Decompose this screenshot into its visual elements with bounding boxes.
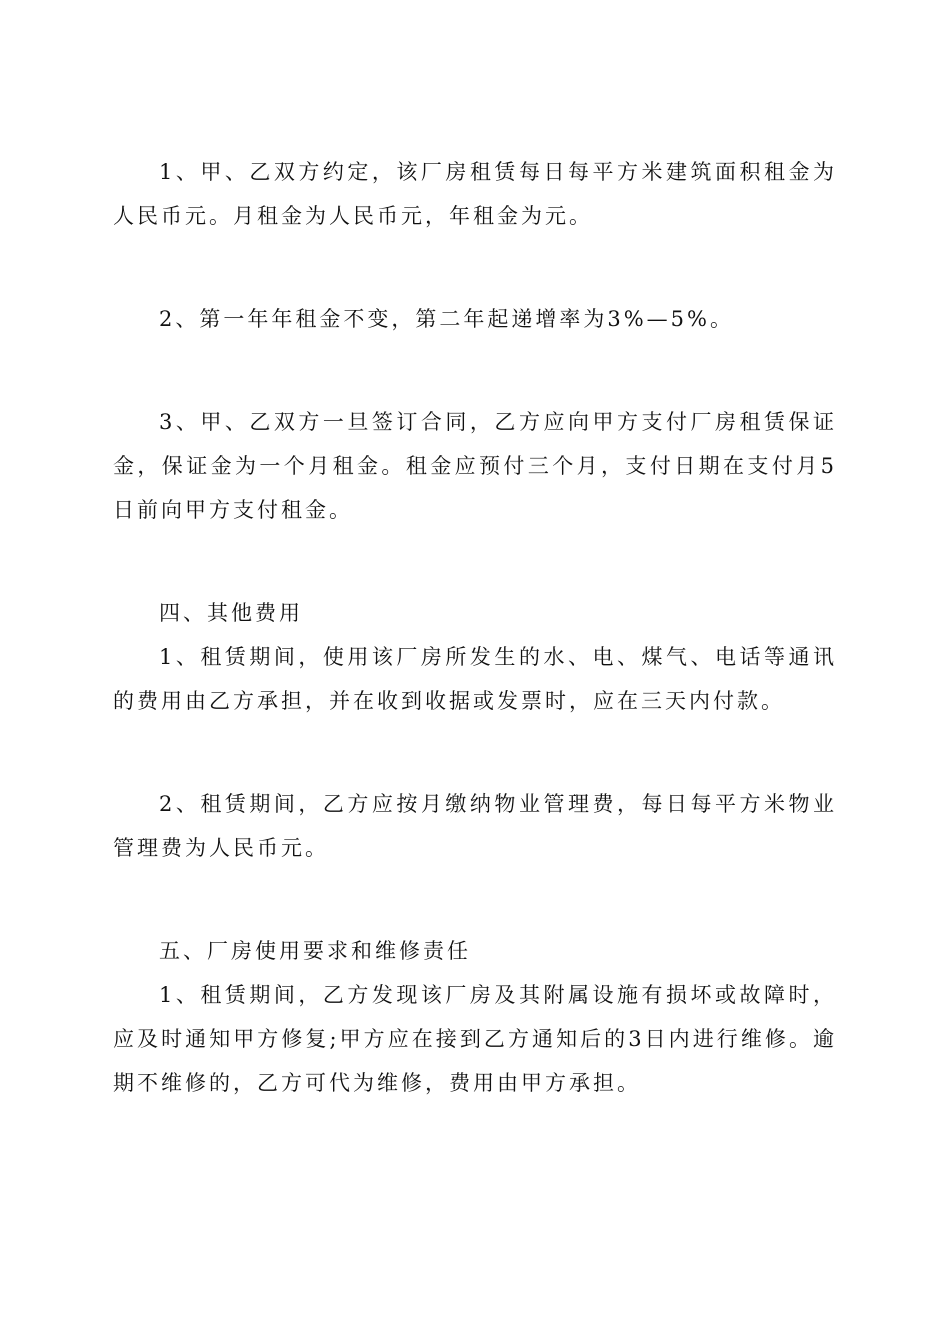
- clause-property-fee: 2、租赁期间，乙方应按月缴纳物业管理费，每日每平方米物业管理费为人民币元。: [113, 792, 837, 860]
- section-heading-other-fees: 四、其他费用: [159, 601, 303, 625]
- document-body: [113, 150, 837, 1105]
- clause-rent-increase: 2、第一年年租金不变，第二年起递增率为3%—5%。: [159, 307, 734, 331]
- section-heading-usage-maintenance: 五、厂房使用要求和维修责任: [159, 939, 471, 963]
- clause-deposit: 3、甲、乙双方一旦签订合同，乙方应向甲方支付厂房租赁保证金，保证金为一个月租金。租金应预付三个月，支付日期在支付月5日前向甲方支付租金。: [113, 410, 837, 522]
- clause-rent-amount: 1、甲、乙双方约定，该厂房租赁每日每平方米建筑面积租金为人民币元。月租金为人民币元，年租金为元。: [113, 160, 837, 228]
- clause-utilities: 1、租赁期间，使用该厂房所发生的水、电、煤气、电话等通讯的费用由乙方承担，并在收到收据或发票时，应在三天内付款。: [113, 645, 837, 713]
- clause-repair: 1、租赁期间，乙方发现该厂房及其附属设施有损坏或故障时，应及时通知甲方修复;甲方应在接到乙方通知后的3日内进行维修。逾期不维修的，乙方可代为维修，费用由甲方承担。: [113, 983, 837, 1095]
